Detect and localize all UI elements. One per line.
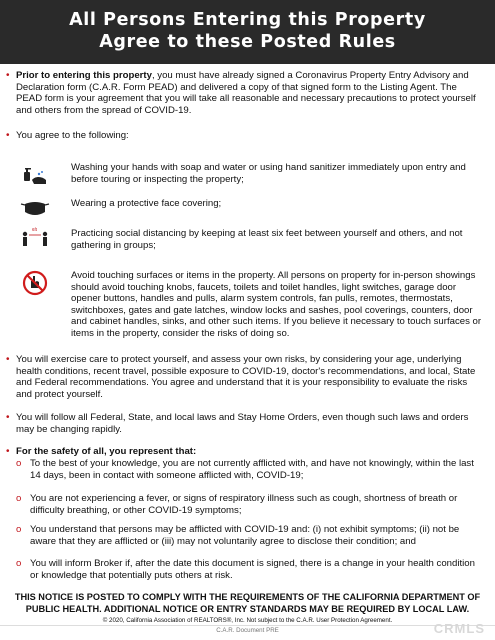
intro-text: , you must have already signed a Coronavirus Property Entry Advisory and Declaration form (C.A.R. Form PEAD) and delivered a copy of that signed form to the Listing Agent. The PEAD form is your agreement that you will take all reasonable and necessary precautions to protect yourself and others from the spread of COVID-19.	[16, 70, 476, 116]
laws-paragraph: You will follow all Federal, State, and local laws and Stay Home Orders, even though such laws and orders may be changing rapidly.	[16, 412, 469, 435]
title-line-1: All Persons Entering this Property	[69, 10, 426, 30]
care-paragraph: You will exercise care to protect yourself, and assess your own risks, by considering your age, underlying health conditions, recent travel, possible exposure to COVID-19, doctor's recommendations, and local, State and Federal recommendations. You agree and understand that it is your responsibility to evaluate the risks and protect yourself.	[16, 354, 476, 400]
rule-hand-washing: Washing your hands with soap and water or using hand sanitizer immediately upon entry and before touring or inspecting the property;	[71, 162, 466, 185]
representation-3: You understand that persons may be afflicted with COVID-19 and: (i) not exhibit symptoms; (ii) not be aware that they are afflicted or (iii) may not voluntarily agree to disclose their condition; and	[30, 524, 460, 547]
intro-bold: Prior to entering this property	[16, 70, 152, 81]
representation-4: You will inform Broker if, after the date this document is signed, there is a change in your health condition or knowledge that potentially puts others at risk.	[30, 558, 475, 581]
title-line-2: Agree to these Posted Rules	[99, 32, 396, 52]
intro-paragraph	[16, 70, 484, 116]
sub-bullet-4: o	[16, 558, 22, 569]
title-banner	[0, 0, 495, 64]
bullet-agree: •	[6, 130, 10, 141]
sub-bullet-3: o	[16, 524, 22, 535]
watermark: CRMLS	[433, 621, 485, 636]
bullet-intro: •	[6, 70, 10, 81]
representation-1: To the best of your knowledge, you are not currently afflicted with, and have not knowingly, within the last 14 days, been in contact with someone afflicted with, COVID-19;	[30, 458, 474, 481]
rule-avoid-touching: Avoid touching surfaces or items in the property. All persons on property for in-person showings should avoid touching knobs, faucets, toilets and toilet handles, light switches, garage door opener buttons, handles and pulls, alarm system controls, fan pulls, remotes, thermostats, switchboxes, gates and gate latches, window locks and sashes, pool coverings, counters, door and cabinet handles, sinks, and other such items. If you believe it necessary to touch surfaces or items in the property, consider the risks of doing so.	[71, 270, 482, 339]
distance-label: 6ft	[32, 227, 38, 232]
sub-bullet-1: o	[16, 458, 22, 469]
bullet-laws: •	[6, 412, 10, 423]
sub-bullet-2: o	[16, 493, 22, 504]
rule-face-covering: Wearing a protective face covering;	[71, 198, 222, 209]
represent-lead-text: For the safety of all, you represent that:	[16, 446, 197, 457]
notice-line-2: PUBLIC HEALTH. ADDITIONAL NOTICE OR ENTRY STANDARDS MAY BE REQUIRED BY LOCAL LAW.	[25, 603, 470, 614]
footer-divider	[0, 625, 495, 626]
represent-lead	[16, 446, 484, 458]
bullet-represent: •	[6, 446, 10, 457]
bullet-care: •	[6, 354, 10, 365]
face-mask-icon	[20, 196, 50, 222]
compliance-notice	[10, 592, 485, 615]
rule-social-distancing: Practicing social distancing by keeping at least six feet between yourself and others, and not gathering in groups;	[71, 228, 463, 251]
document-number: C.A.R. Document PRE	[216, 627, 279, 634]
representation-2: You are not experiencing a fever, or signs of respiratory illness such as cough, shortness of breath or difficulty breathing, or other COVID-19 symptoms;	[30, 493, 458, 516]
hand-washing-icon	[20, 166, 50, 192]
agree-lead: You agree to the following:	[16, 130, 129, 141]
notice-line-1: THIS NOTICE IS POSTED TO COMPLY WITH THE REQUIREMENTS OF THE CALIFORNIA DEPARTMENT OF	[14, 592, 481, 602]
copyright-line: © 2020, California Association of REALTORS®, Inc. Not subject to the C.A.R. User Protection Agreement.	[102, 617, 393, 624]
no-touch-icon	[20, 270, 50, 296]
